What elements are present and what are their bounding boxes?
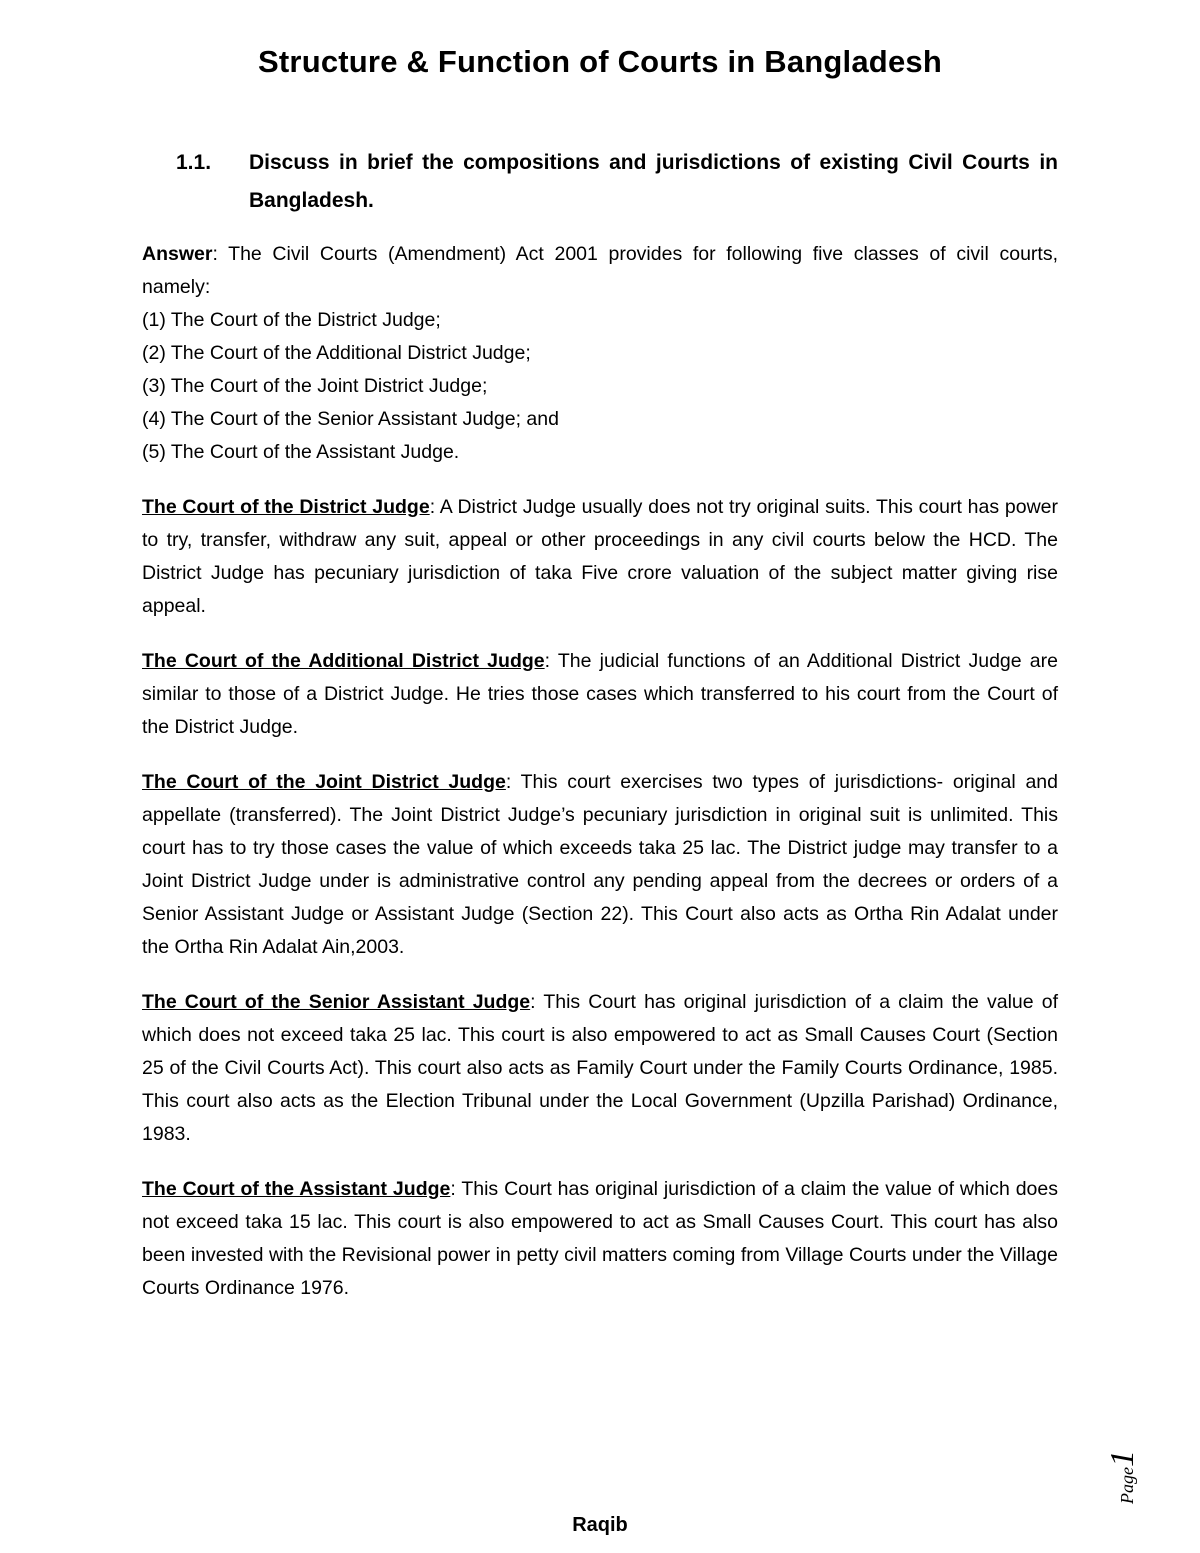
section-assistant-judge	[142, 1173, 1058, 1305]
question-text: Discuss in brief the compositions and jurisdictions of existing Civil Courts in Bangladesh.	[249, 151, 1058, 212]
question-number: 1.1.	[176, 151, 212, 174]
section-body: : A District Judge usually does not try original suits. This court has power to try, transfer, withdraw any suit, appeal or other proceedings in any civil courts below the HCD. The District Judge has pecuniary jurisdiction of taka Five crore valuation of the subject matter giving rise appeal.	[142, 496, 1058, 617]
section-district-judge	[142, 491, 1058, 623]
list-item: (1) The Court of the District Judge;	[142, 309, 441, 331]
section-body: : This Court has original jurisdiction of a claim the value of which does not exceed taka 25 lac. This court is also empowered to act as Small Causes Court (Section 25 of the Civil Courts Act). This court also acts as Family Court under the Family Courts Ordinance, 1985. This court also acts as the Election Tribunal under the Local Government (Upzilla Parishad) Ordinance, 1983.	[142, 991, 1058, 1145]
section-heading: The Court of the Additional District Judge	[142, 650, 545, 672]
section-joint-district-judge	[142, 766, 1058, 964]
section-heading: The Court of the Assistant Judge	[142, 1178, 451, 1200]
section-heading: The Court of the District Judge	[142, 496, 430, 518]
page-digit: 1	[1104, 1450, 1141, 1468]
page-number	[1104, 1424, 1184, 1504]
section-heading: The Court of the Joint District Judge	[142, 771, 506, 793]
section-additional-district-judge	[142, 645, 1058, 744]
list-item: (4) The Court of the Senior Assistant Judge; and	[142, 408, 559, 430]
list-item: (3) The Court of the Joint District Judge;	[142, 375, 488, 397]
page-title: Structure & Function of Courts in Bangladesh	[258, 44, 942, 79]
section-body: : The judicial functions of an Additional District Judge are similar to those of a District Judge. He tries those cases which transferred to his court from the Court of the District Judge.	[142, 650, 1058, 738]
list-item: (5) The Court of the Assistant Judge.	[142, 441, 460, 463]
section-body: : This Court has original jurisdiction of a claim the value of which does not exceed taka 15 lac. This court is also empowered to act as Small Causes Court. This court has also been invested with the Revisional power in petty civil matters coming from Village Courts under the Village Courts Ordinance 1976.	[142, 1178, 1058, 1299]
section-body: : This court exercises two types of jurisdictions- original and appellate (transferred). The Joint District Judge’s pecuniary jurisdiction in original suit is unlimited. This court has to try those cases the value of which exceeds taka 25 lac. The District judge may transfer to a Joint District Judge under is administrative control any pending appeal from the decrees or orders of a Senior Assistant Judge or Assistant Judge (Section 22). This Court also acts as Ortha Rin Adalat under the Ortha Rin Adalat Ain,2003.	[142, 771, 1058, 958]
section-senior-assistant-judge	[142, 986, 1058, 1151]
answer-label: Answer	[142, 243, 213, 265]
answer-intro-text: : The Civil Courts (Amendment) Act 2001 provides for following five classes of civil courts, namely:	[142, 243, 1058, 298]
footer-author: Raqib	[572, 1514, 628, 1536]
list-item: (2) The Court of the Additional District Judge;	[142, 342, 531, 364]
document-body	[142, 238, 1058, 1305]
court-list	[142, 304, 1058, 469]
page-label: Page	[1117, 1467, 1137, 1504]
section-heading: The Court of the Senior Assistant Judge	[142, 991, 531, 1013]
question	[176, 144, 1058, 220]
answer-intro	[142, 238, 1058, 304]
